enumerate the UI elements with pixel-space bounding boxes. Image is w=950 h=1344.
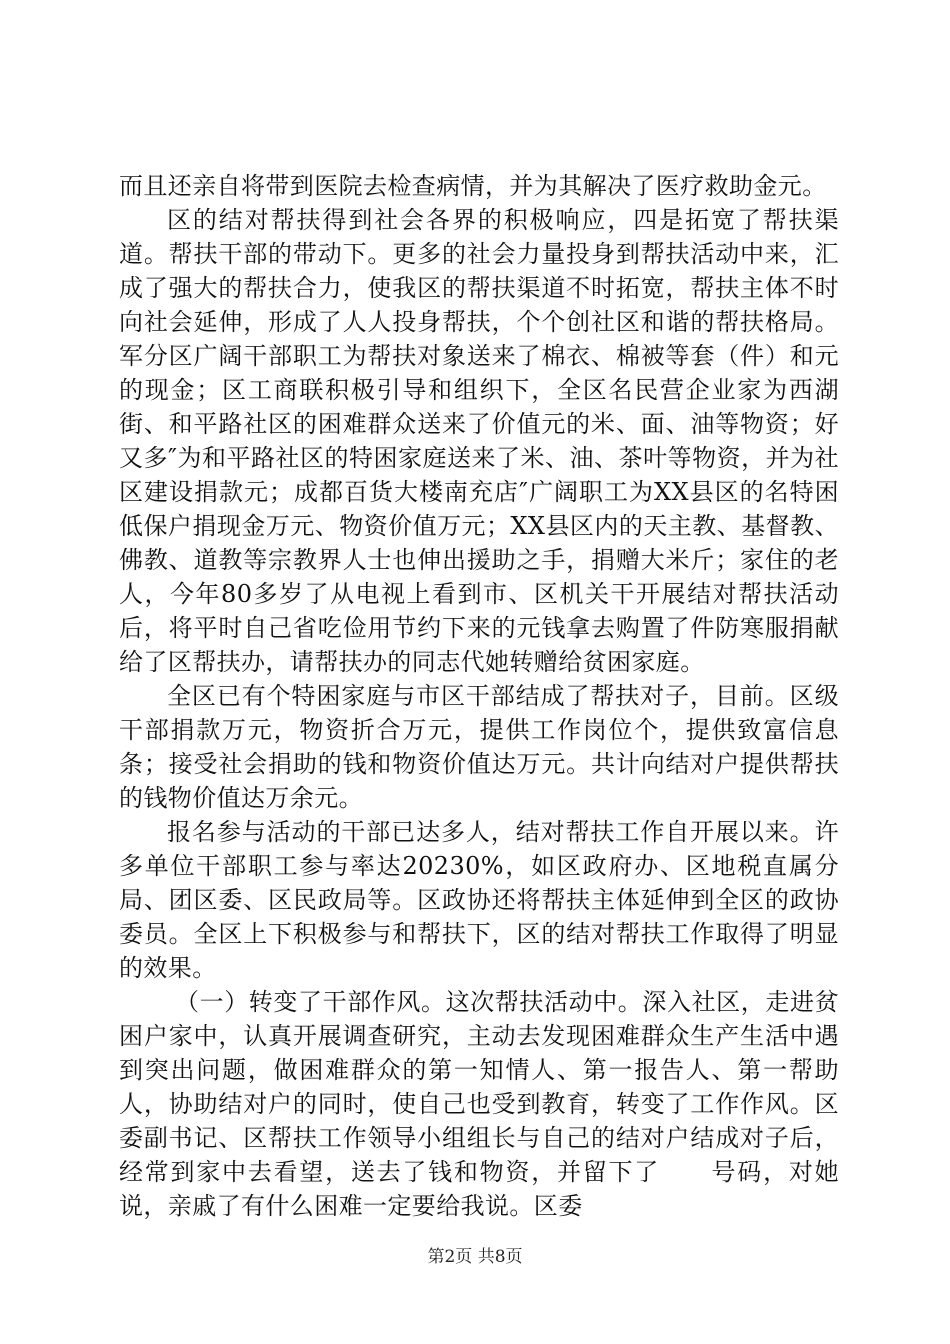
page-number-footer: 第2页 共8页 xyxy=(427,1247,523,1267)
paragraph-continuation: 而且还亲自将带到医院去检查病情，并为其解决了医疗救助金元。 xyxy=(119,172,827,200)
paragraph-work-style: （一）转变了干部作风。这次帮扶活动中。深入社区，走进贫困户家中，认真开展调查研究，主动去发现困难群众生产生活中遇到突出问题，做困难群众的第一知情人、第一报告人、第一帮助人，协助结对户的同时，使自己也受到教育，转变了工作作风。区委副书记、区帮扶工作领导小组组长与自己的结对户结成对子后，经常到家中去看望，送去了钱和物资，并留下了 号码，对她说，亲戚了有什么困难一定要给我说。区委 xyxy=(119,988,839,1220)
paragraph-participation: 报名参与活动的干部已达多人，结对帮扶工作自开展以来。许多单位干部职工参与率达20230%，如区政府办、区地税直属分局、团区委、区民政局等。区政协还将帮扶主体延伸到全区的政协委员。全区上下积极参与和帮扶下，区的结对帮扶工作取得了明显的效果。 xyxy=(119,818,839,982)
paragraph-broaden-channels: 区的结对帮扶得到社会各界的积极响应，四是拓宽了帮扶渠道。帮扶干部的带动下。更多的社会力量投身到帮扶活动中来，汇成了强大的帮扶合力，使我区的帮扶渠道不时拓宽，帮扶主体不时向社会延伸，形成了人人投身帮扶，个个创社区和谐的帮扶格局。军分区广阔干部职工为帮扶对象送来了棉衣、棉被等套（件）和元的现金；区工商联积极引导和组织下，全区名民营企业家为西湖街、和平路社区的困难群众送来了价值元的米、面、油等物资；好又多″为和平路社区的特困家庭送来了米、油、茶叶等物资，并为社区建设捐款元；成都百货大楼南充店″广阔职工为XX县区的名特困低保户捐现金万元、物资价值万元；XX县区内的天主教、基督教、佛教、道教等宗教界人士也伸出援助之手，捐赠大米斤；家住的老人，今年80多岁了从电视上看到市、区机关干开展结对帮扶活动后，将平时自己省吃俭用节约下来的元钱拿去购置了件防寒服捐献给了区帮扶办，请帮扶办的同志代她转赠给贫困家庭。 xyxy=(119,206,839,676)
paragraph-pairing-statistics: 全区已有个特困家庭与市区干部结成了帮扶对子，目前。区级干部捐款万元，物资折合万元，提供工作岗位个，提供致富信息条；接受社会捐助的钱和物资价值达万元。共计向结对户提供帮扶的钱物价值达万余元。 xyxy=(119,682,839,812)
document-body xyxy=(119,169,839,1223)
